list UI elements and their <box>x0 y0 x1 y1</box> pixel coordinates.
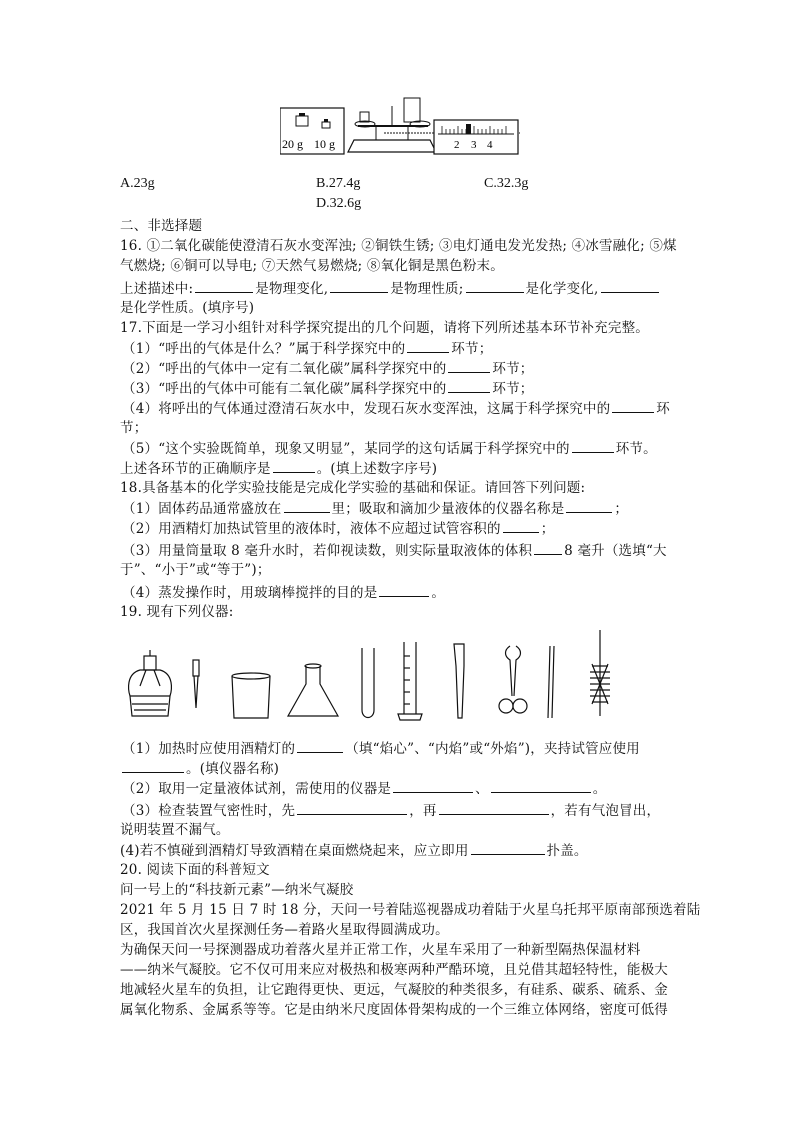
answer-blank[interactable] <box>601 278 659 293</box>
answer-blank[interactable] <box>572 438 614 453</box>
q16-line3 <box>120 278 661 299</box>
answer-blank[interactable] <box>491 778 591 793</box>
q18-item2-tail: ； <box>540 521 555 537</box>
answer-blank[interactable] <box>195 278 253 293</box>
q19-item3 <box>122 800 660 821</box>
test-tube-brush-icon <box>590 630 610 716</box>
q17-item4-tail: 环 <box>656 401 670 417</box>
test-tube-icon <box>362 648 374 718</box>
q16-text-d: 是化学变化, <box>525 281 599 297</box>
test-tube-holder-icon <box>454 644 464 718</box>
q19-item1-tail: （填“焰心”、“内焰”或“外焰”)，夹持试管应使用 <box>345 741 640 757</box>
q19-intro: 19. 现有下列仪器: <box>120 604 234 620</box>
beaker-icon <box>232 673 270 718</box>
option-d: D.32.6g <box>316 196 362 211</box>
q18-item1-tail: ； <box>614 501 629 517</box>
q16-line1: 16. ①二氧化碳能使澄清石灰水变浑浊; ②铜铁生锈; ③电灯通电发光发热; ④冰雪融化; ⑤煤 <box>120 238 677 254</box>
graduated-cylinder-icon <box>398 642 422 720</box>
q17-order-text: 上述各环节的正确顺序是 <box>120 461 271 477</box>
q17-item2 <box>122 358 534 379</box>
q19-item3-tail: ，若有气泡冒出， <box>550 803 661 819</box>
answer-blank[interactable] <box>273 458 315 473</box>
answer-blank[interactable] <box>297 800 407 815</box>
q17-item5-tail: 环节。 <box>615 441 657 457</box>
q19-item4 <box>120 840 588 861</box>
weight-label-20g: 20 g <box>282 137 303 151</box>
q18-item3-cont: 于”、“小于”或“等于”)； <box>120 562 271 578</box>
answer-blank[interactable] <box>471 840 545 855</box>
balance-figure <box>280 96 520 158</box>
q19-item1-text: （1）加热时应使用酒精灯的 <box>122 741 296 757</box>
option-c: C.32.3g <box>484 176 529 191</box>
q19-item2-text: （2）取用一定量液体试剂，需使用的仪器是 <box>122 781 392 797</box>
glass-rod-icon <box>548 646 554 718</box>
answer-blank[interactable] <box>297 738 343 753</box>
q18-item2-text: （2）用酒精灯加热试管里的液体时，液体不应超过试管容积的 <box>122 521 501 537</box>
answer-blank[interactable] <box>439 800 549 815</box>
q19-item1 <box>122 738 640 759</box>
q19-item2-tail: 。 <box>592 781 607 797</box>
q19-item1-cont <box>120 758 279 779</box>
answer-blank[interactable] <box>393 778 473 793</box>
q18-item1-text: （1）固体药品通常盛放在 <box>122 501 282 517</box>
q16-text-a: 上述描述中: <box>120 281 194 297</box>
q17-item3-text: （3）“呼出的气体中可能有二氧化碳”属科学探究中的 <box>122 381 447 397</box>
q17-intro: 17.下面是一学习小组针对科学探究提出的几个问题，请将下列所述基本环节补充完整。 <box>120 320 649 336</box>
q20-para-line5: 地减轻火星车的负担，让它跑得更快、更远，气凝胶的种类很多，有硅系、碳系、硫系、金 <box>120 982 668 998</box>
q19-item1-cont-text: 。(填仪器名称) <box>186 761 280 777</box>
q16-text-b: 是物理变化, <box>255 281 329 297</box>
answer-blank[interactable] <box>122 758 184 773</box>
q17-item2-tail: 环节； <box>492 361 534 377</box>
answer-blank[interactable] <box>566 498 612 513</box>
q17-item3-tail: 环节； <box>492 381 534 397</box>
q17-item4-cont: 节； <box>120 420 148 436</box>
answer-blank[interactable] <box>448 358 490 373</box>
q17-order <box>120 458 437 479</box>
answer-blank[interactable] <box>379 582 429 597</box>
q18-item4-text: （4）蒸发操作时，用玻璃棒搅拌的目的是 <box>122 585 378 601</box>
q18-item4-tail: 。 <box>431 585 446 601</box>
answer-blank[interactable] <box>284 498 330 513</box>
q20-article-title: 问一号上的“科技新元素”—纳米气凝胶 <box>120 882 354 898</box>
q20-para-line4: ——纳米气凝胶。它不仅可用来应对极热和极寒两种严酷环境，且兑借其超轻特性，能极大 <box>120 962 668 978</box>
q17-item2-text: （2）“呼出的气体中一定有二氧化碳”属科学探究中的 <box>122 361 447 377</box>
q18-intro: 18.具备基本的化学实验技能是完成化学实验的基础和保证。请回答下列问题: <box>120 480 586 496</box>
q20-para-line1: 2021 年 5 月 15 日 7 时 18 分，天问一号着陆巡视器成功着陆于火星乌托邦平原南部预选着陆 <box>120 902 701 918</box>
section-heading: 二、非选择题 <box>120 218 203 234</box>
q18-item3 <box>122 540 667 561</box>
q17-item5-text: （5）“这个实验既简单，现象又明显”，某同学的这句话属于科学探究中的 <box>122 441 570 457</box>
answer-blank[interactable] <box>503 518 539 533</box>
q18-item3-tail: 8 毫升（选填“大 <box>564 543 667 559</box>
q17-item4 <box>122 398 670 419</box>
scale-label-4: 4 <box>487 139 493 151</box>
scale-label-2: 2 <box>454 139 460 151</box>
q17-item3 <box>122 378 534 399</box>
q19-item2 <box>122 778 607 799</box>
q16-line4: 是化学性质。(填序号) <box>120 300 255 316</box>
q19-item3-mid: ，再 <box>409 803 437 819</box>
q18-item2 <box>122 518 554 539</box>
answer-blank[interactable] <box>407 338 449 353</box>
answer-blank[interactable] <box>534 540 562 555</box>
q18-item1-mid: 里；吸取和滴加少量液体的仪器名称是 <box>331 501 565 517</box>
q20-para-line2: 区，我国首次火星探测任务—着路火星取得圆满成功。 <box>120 922 449 938</box>
answer-blank[interactable] <box>612 398 654 413</box>
dropper-icon <box>193 660 199 708</box>
answer-blank[interactable] <box>330 278 388 293</box>
conical-flask-icon <box>288 664 338 716</box>
crucible-tongs-icon <box>499 646 527 713</box>
q20-para-line6: 属氧化物系、金属系等等。它是由纳米尺度固体骨架构成的一个三维立体网络，密度可低得 <box>120 1002 668 1018</box>
answer-blank[interactable] <box>448 378 490 393</box>
q18-item1 <box>122 498 628 519</box>
q20-intro: 20. 阅读下面的科普短文 <box>120 862 270 878</box>
apparatus-figure <box>118 626 628 722</box>
answer-blank[interactable] <box>466 278 524 293</box>
weight-label-10g: 10 g <box>314 137 335 151</box>
q19-item2-mid: 、 <box>475 781 489 797</box>
q19-item4-text: (4)若不慎碰到酒精灯导致酒精在桌面燃烧起来，应立即用 <box>120 843 469 859</box>
alcohol-lamp-icon <box>129 650 172 716</box>
q17-item1 <box>122 338 492 359</box>
option-a: A.23g <box>120 176 155 191</box>
q18-item4 <box>122 582 445 603</box>
q17-item1-tail: 环节； <box>451 341 493 357</box>
option-b: B.27.4g <box>316 176 361 191</box>
q17-item4-text: （4）将呼出的气体通过澄清石灰水中，发现石灰水变浑浊，这属于科学探究中的 <box>122 401 611 417</box>
scale-label-3: 3 <box>471 139 477 151</box>
q17-item5 <box>122 438 657 459</box>
q19-item3-cont: 说明装置不漏气。 <box>120 822 230 838</box>
q19-item4-tail: 扑盖。 <box>546 843 588 859</box>
q17-order-tail: 。(填上述数字序号) <box>316 461 438 477</box>
q18-item3-text: （3）用量筒量取 8 毫升水时，若仰视读数，则实际量取液体的体积 <box>122 543 533 559</box>
q16-text-c: 是物理性质; <box>390 281 464 297</box>
q17-item1-text: （1）“呼出的气体是什么？”属于科学探究中的 <box>122 341 406 357</box>
q16-line2: 气燃烧; ⑥铜可以导电; ⑦天然气易燃烧; ⑧氧化铜是黑色粉末。 <box>120 258 504 274</box>
q20-para-line3: 为确保天问一号探测器成功着落火星并正常工作，火星车采用了一种新型隔热保温材料 <box>120 942 641 958</box>
q19-item3-text: （3）检查装置气密性时，先 <box>122 803 296 819</box>
